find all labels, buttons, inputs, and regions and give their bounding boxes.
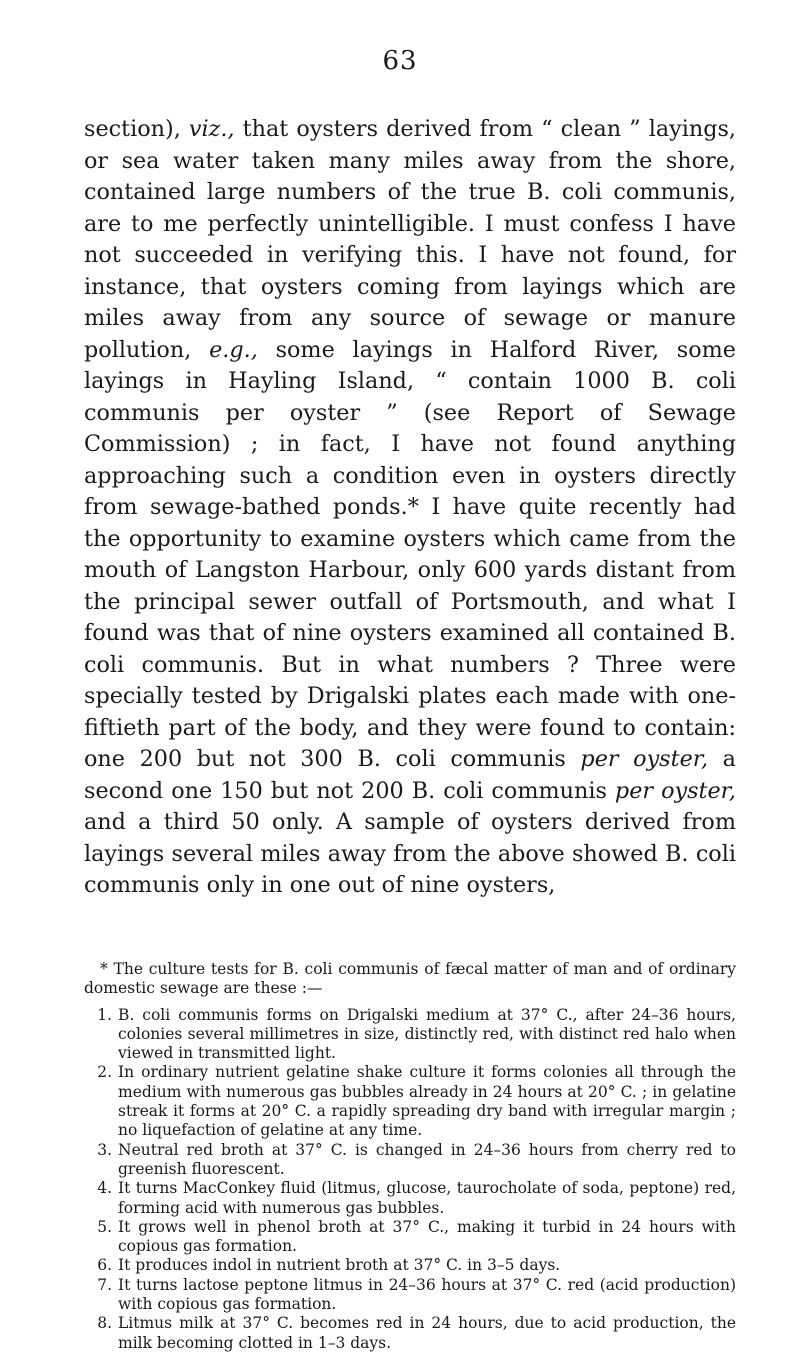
page-number: 63 (382, 46, 418, 76)
italic-text: e.g., (209, 336, 258, 363)
list-item-text: In ordinary nutrient gelatine shake culture it forms colonies all through the medium with numerous gas bubbles already in 24 hours at 20° C. ; in gelatine streak it forms at 20° C. a rapidly spreading dry band with irregular margin ; no liquefaction of gelatine at any time. (118, 1063, 736, 1140)
list-item (84, 1179, 736, 1218)
list-item (84, 1063, 736, 1140)
list-item-text: Litmus milk at 37° C. becomes red in 24 hours, due to acid production, the milk becoming clotted in 1–3 days. (118, 1314, 736, 1352)
list-item (84, 1006, 736, 1064)
list-item-number: 5. (97, 1217, 112, 1236)
paragraph-text: a second one 150 but not 200 B. coli communis (84, 746, 736, 804)
main-paragraph (84, 114, 736, 902)
italic-text: per oyster, (614, 777, 736, 804)
list-item (84, 1276, 736, 1315)
culture-tests-list (84, 1006, 736, 1353)
list-item-number: 6. (97, 1256, 112, 1275)
paragraph-text: and a third 50 only. A sample of oysters derived from layings several miles away from the above showed B. coli communis only in one out of nine oysters, (84, 809, 736, 898)
list-item (84, 1256, 736, 1275)
list-item-number: 7. (97, 1275, 112, 1294)
paragraph-text: section), (84, 116, 189, 142)
list-item (84, 1218, 736, 1257)
footnote (84, 960, 736, 1353)
list-item-text: It grows well in phenol broth at 37° C., making it turbid in 24 hours with copious gas formation. (118, 1217, 736, 1256)
paragraph-text: that oysters derived from “ clean ” layings, or sea water taken many miles away from the shore, contained large numbers of the true B. coli communis, are to me perfectly unintelligible. I must confess I have not succeeded in verifying this. I have not found, for instance, that oysters coming from layings which are miles away from any source of sewage or manure pollution, (84, 116, 737, 363)
list-item-number: 1. (97, 1005, 112, 1024)
list-item (84, 1314, 736, 1353)
italic-text: per oyster, (580, 746, 709, 772)
list-item-text: B. coli communis forms on Drigalski medium at 37° C., after 24–36 hours, colonies several millimetres in size, distinctly red, with distinct red halo when viewed in transmitted light. (118, 1005, 736, 1063)
list-item-text: It produces indol in nutrient broth at 37° C. in 3–5 days. (118, 1256, 561, 1275)
list-item-text: It turns MacConkey fluid (litmus, glucose, taurocholate of soda, peptone) red, forming acid with numerous gas bubbles. (118, 1179, 736, 1217)
italic-text: viz., (188, 116, 235, 142)
list-item (84, 1141, 736, 1180)
list-item-number: 2. (97, 1063, 112, 1082)
list-item-number: 8. (97, 1314, 112, 1333)
list-item-text: Neutral red broth at 37° C. is changed in 24–36 hours from cherry red to greenish fluorescent. (118, 1140, 736, 1178)
list-item-text: It turns lactose peptone litmus in 24–36 hours at 37° C. red (acid production) with copious gas formation. (118, 1275, 736, 1314)
list-item-number: 3. (97, 1140, 112, 1159)
paragraph-text: some layings in Halford River, some layings in Hayling Island, “ contain 1000 B. coli communis per oyster ” (see Report of Sewage Commission) ; in fact, I have not found anything approaching such a condition even in oysters directly from sewage-bathed ponds.* I have quite recently had the opportunity to examine oysters which came from the mouth of Langston Harbour, only 600 yards distant from the principal sewer outfall of Portsmouth, and what I found was that of nine oysters examined all contained B. coli communis. But in what numbers ? Three were specially tested by Drigalski plates each made with one-fiftieth part of the body, and they were found to contain: one 200 but not 300 B. coli communis (84, 336, 737, 772)
list-item-number: 4. (97, 1179, 112, 1198)
footnote-intro: * The culture tests for B. coli communis of fæcal matter of man and of ordinary domestic sewage are these :— (84, 960, 736, 998)
